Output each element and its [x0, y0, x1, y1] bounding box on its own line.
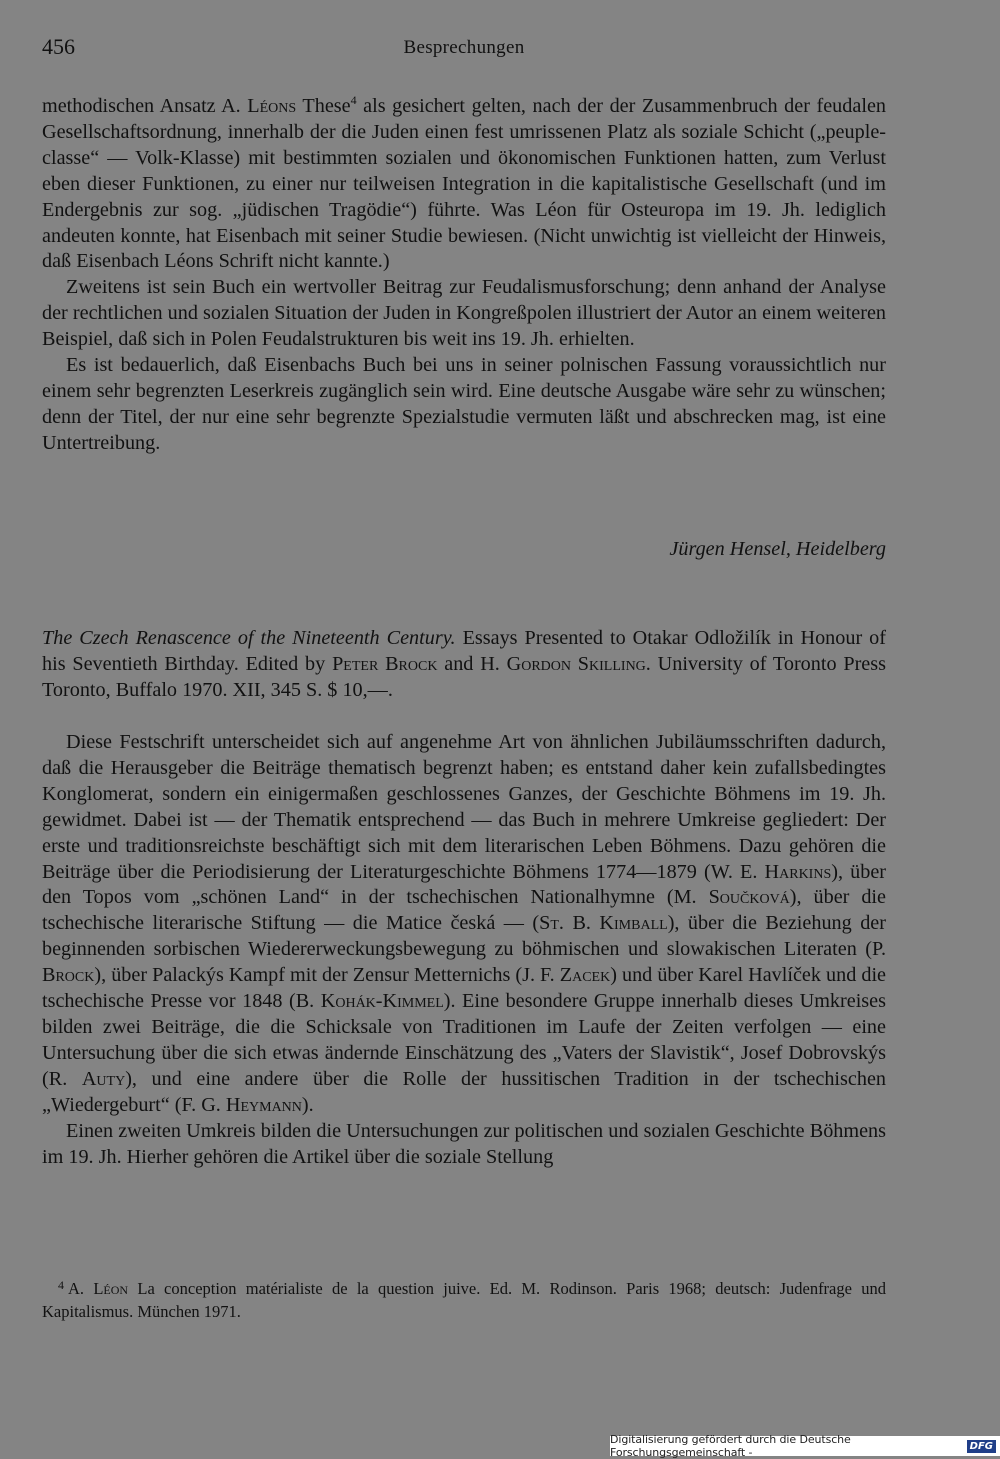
- review-body: [42, 730, 886, 1170]
- digitization-credit-bar: [610, 1433, 1000, 1459]
- dfg-logo-icon: DFG: [967, 1440, 996, 1453]
- paragraph: Diese Festschrift unterscheidet sich auf angenehme Art von ähnlichen Jubiläumsschriften dadurch, daß die Herausgeber die Beiträge thematisch begrenzt haben; es entstand daher kein zufallsbedingtes Konglomerat, sondern ein einigermaßen geschlossenes Ganzes, der Geschichte Böhmens im 19. Jh. gewidmet. Dabei ist — der Thematik entsprechend — das Buch in mehrere Umkreise gegliedert: Der erste und traditionsreichste beschäftigt sich mit dem literarischen Leben Böhmens. Dazu gehören die Beiträge über die Periodisierung der Literaturgeschichte Böhmens 1774—1879 (W. E. Harkins), über den Topos vom „schönen Land“ in der tschechischen Nationalhymne (M. Součková), über die tschechische literarische Stiftung — die Matice česká — (St. B. Kimball), über die Beziehung der beginnenden sorbischen Wiedererweckungsbewegung zu böhmischen und slowakischen Literaten (P. Brock), über Palackýs Kampf mit der Zensur Metternichs (J. F. Zacek) und über Karel Havlíček und die tschechische Presse vor 1848 (B. Kohák-Kimmel). Eine besondere Gruppe innerhalb dieses Umkreises bilden zwei Beiträge, die die Schicksale von Traditionen im Laufe der Zeiten verfolgen — eine Untersuchung über die sich etwas ändernde Einschätzung des „Vaters der Slavistik“, Josef Dobrovskýs (R. Auty), und eine andere über die Rolle der hussitischen Tradition in der tschechischen „Wiedergeburt“ (F. G. Heymann).: [42, 731, 887, 1116]
- digitization-credit: Digitalisierung gefördert durch die Deutsche Forschungsgemeinschaft -: [610, 1433, 851, 1459]
- reviewer-signature: Jürgen Hensel, Heidelberg: [669, 538, 886, 560]
- reviewer-signature-block: [42, 538, 886, 561]
- paragraph: Einen zweiten Umkreis bilden die Untersuchungen zur politischen und sozialen Geschichte Böhmens im 19. Jh. Hierher gehören die Artikel über die soziale Stellung: [42, 1119, 886, 1168]
- bibliographic-entry: The Czech Renascence of the Nineteenth Century. Essays Presented to Otakar Odložilík in Honour of his Seventieth Birthday. Edited by Peter Brock and H. Gordon Skilling. University of Toronto Press Toronto, Buffalo 1970. XII, 345 S. $ 10,—.: [42, 627, 886, 701]
- paragraph: methodischen Ansatz A. Léons These$^4$ als gesichert gelten, nach der der Zusammenbruch der feudalen Gesellschaftsordnung, innerhalb der die Juden einen fest umrissenen Platz als soziale Schicht („peuple-classe“ — Volk-Klasse) mit bestimmten sozialen und ökonomischen Funktionen hatten, zum Verlust eben dieser Funktionen, zu einer nur teilweisen Integration in die kapitalistische Gesellschaft (und im Endergebnis zur sog. „jüdischen Tragödie“) führte. Was Léon für Osteuropa im 19. Jh. lediglich andeuten konnte, hat Eisenbach mit seiner Studie bewiesen. (Nicht unwichtig ist vielleicht der Hinweis, daß Eisenbach Léons Schrift nicht kannte.): [42, 93, 886, 273]
- review-continuation: [42, 94, 886, 457]
- review-bibliographic-header: [42, 626, 886, 704]
- paragraph: Zweitens ist sein Buch ein wertvoller Beitrag zur Feudalismusforschung; denn anhand der Analyse der rechtlichen und sozialen Situation der Juden in Kongreßpolen illustriert der Autor an einem weiteren Beispiel, daß sich in Polen Feudalstrukturen bis weit ins 19. Jh. erhielten.: [42, 276, 886, 351]
- footnote: $^4$ A. Léon La conception matérialiste de la question juive. Ed. M. Rodinson. Paris 1968; deutsch: Judenfrage und Kapitalismus. München 1971.: [42, 1278, 886, 1321]
- running-head: Besprechungen: [403, 37, 525, 58]
- book-title: The Czech Renascence of the Nineteenth Century.: [42, 627, 456, 649]
- footnote-marker: 4: [58, 1278, 64, 1292]
- page-number: 456: [42, 34, 75, 59]
- footnote-ref[interactable]: 4: [350, 93, 357, 107]
- paragraph: Es ist bedauerlich, daß Eisenbachs Buch bei uns in seiner polnischen Fassung voraussichtlich nur einem sehr begrenzten Leserkreis zugänglich sein wird. Eine deutsche Ausgabe wäre sehr zu wünschen; denn der Titel, der nur eine sehr begrenzte Spezialstudie vermuten läßt und abschrecken mag, ist eine Untertreibung.: [42, 354, 886, 454]
- page-header: [42, 34, 886, 64]
